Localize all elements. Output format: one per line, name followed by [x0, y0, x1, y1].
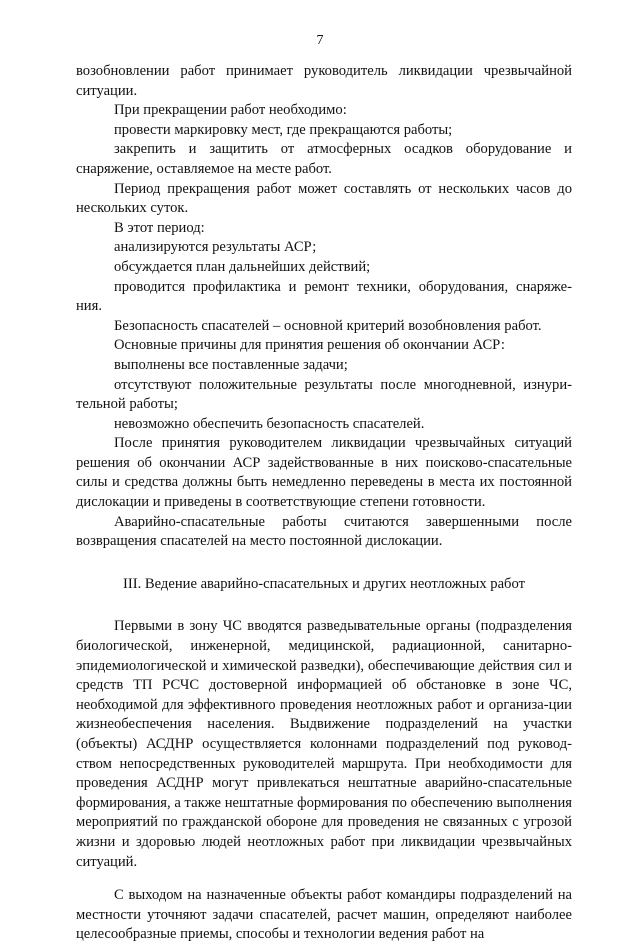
- paragraph: Первыми в зону ЧС вводятся разведывательные органы (подразделения биологической, инженерной, медицинской, радиационной, санитарно-эпидемиологической и химической разведки), обеспечивающие действия сил и средств ТП РСЧС достоверной информацией об обстановке в зоне ЧС, необходимой для эффективного проведения неотложных работ и организа-ции жизнеобеспечения населения. Выдвижение подразделений на участки (объекты) АСДНР осуществляется колоннами подразделений под руковод-ством непосредственных руководителей маршрута. При необходимости для проведения АСДНР могут привлекаться нештатные аварийно-спасательные формирования, а также нештатные формирования по обеспечению выполнения мероприятий по гражданской обороне для проведения не связанных с угрозой жизни и здоровью людей неотложных работ при ликвидации чрезвычайных ситуаций.: [76, 618, 572, 870]
- paragraph: Основные причины для принятия решения об окончании АСР:: [114, 337, 505, 354]
- paragraph: С выходом на назначенные объекты работ командиры подразделений на местности уточняют задачи спасателей, расчет машин, определяют наиболее целесообразные приемы, способы и технологии ведения работ на: [76, 887, 572, 943]
- paragraph: При прекращении работ необходимо:: [114, 102, 347, 119]
- section-heading: III. Ведение аварийно-спасательных и других неотложных работ: [123, 575, 525, 592]
- page-number: 7: [316, 33, 324, 48]
- list-item: анализируются результаты АСР;: [114, 239, 317, 256]
- paragraph: Безопасность спасателей – основной критерий возобновления работ.: [114, 317, 542, 334]
- list-item: обсуждается план дальнейших действий;: [114, 258, 371, 275]
- list-item: выполнены все поставленные задачи;: [114, 356, 348, 373]
- list-item: проводится профилактика и ремонт техники, оборудования, снаряже-ния.: [76, 278, 572, 315]
- list-item: закрепить и защитить от атмосферных осадков оборудование и снаряжение, оставляемое на месте работ.: [76, 141, 572, 177]
- list-item: невозможно обеспечить безопасность спасателей.: [114, 415, 425, 432]
- document-body: [76, 62, 572, 945]
- paragraph: Период прекращения работ может составлять от нескольких часов до нескольких суток.: [76, 180, 572, 217]
- paragraph: возобновлении работ принимает руководитель ликвидации чрезвычайной ситуации.: [76, 63, 572, 99]
- list-item: провести маркировку мест, где прекращаются работы;: [114, 121, 453, 138]
- paragraph: В этот период:: [114, 219, 205, 236]
- paragraph: После принятия руководителем ликвидации чрезвычайных ситуаций решения об окончании АСР задействованные в них поисково-спасательные силы и средства должны быть немедленно переведены в места их постоянной дислокации и приведены в соответствующие степени готовности.: [76, 435, 572, 511]
- list-item: отсутствуют положительные результаты после многодневной, изнури-тельной работы;: [76, 376, 572, 413]
- paragraph: Аварийно-спасательные работы считаются завершенными после возвращения спасателей на место постоянной дислокации.: [76, 513, 572, 550]
